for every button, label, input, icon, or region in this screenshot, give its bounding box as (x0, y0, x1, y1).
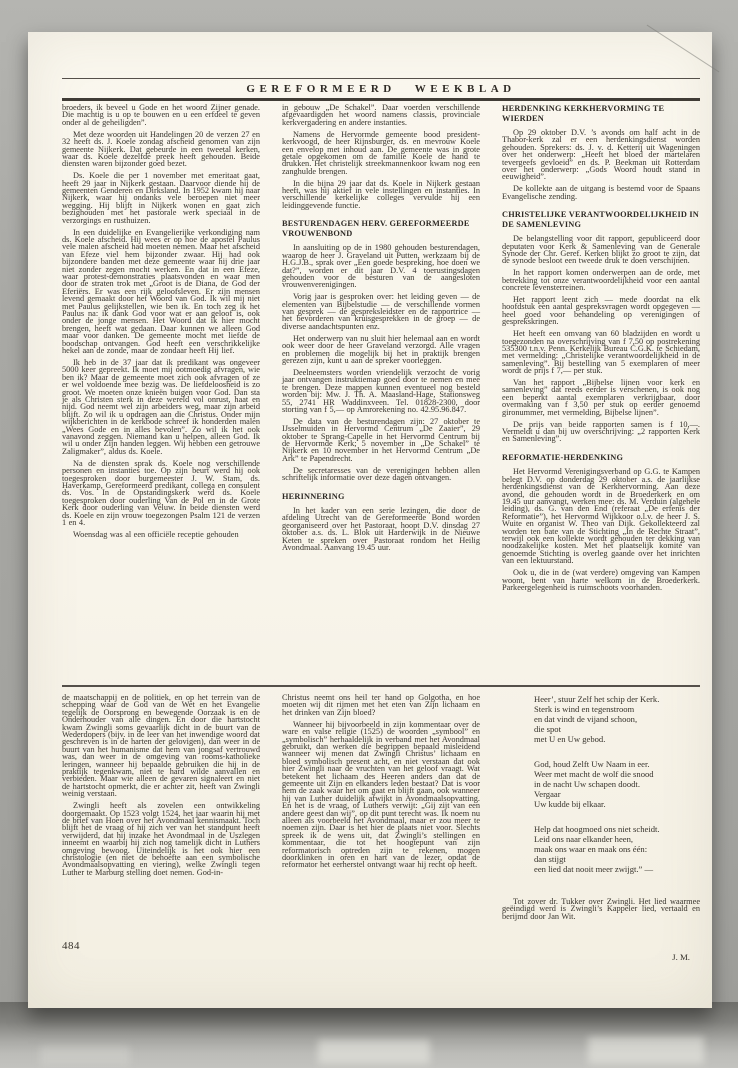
poem-line: Leid ons naar elkander heen, (534, 834, 634, 844)
paragraph: In aansluiting op de in 1980 gehouden besturendagen, waarop de heer J. Graveland uit Putten, werkzaam bij de H.G.J.B., sprak over „Een goede bespreking, hoe doen we dat?”, worden er dit jaar D.V. 4 toerustingsdagen gehouden voor de besturen van de aangesloten vrouwenverenigingen. (282, 243, 480, 290)
paragraph: Namens de Hervormde gemeente bood president-kerkvoogd, de heer Rijnsburger, ds. en mevrouw Koele een envelop met inhoud aan. De gemeente was in grote getale opgekomen om de familie Koele de hand te drukken. Het christelijk streekmannenkoor kwam nog een zanghulde brengen. (282, 129, 480, 176)
newspaper-page (28, 32, 712, 1008)
paragraph: In het kader van een serie lezingen, die door de afdeling Utrecht van de Gereformeerde Bond worden georganiseerd over het Pastoraat, hoopt D.V. dinsdag 27 oktober a.s. ds. L. Blok uit Harderwijk in de Nieuwe Keten te spreken over Pastoraat rondom het Heilig Avondmaal. Aanvang 19.45 uur. (282, 506, 480, 553)
paragraph: Deelneemsters worden vriendelijk verzocht de vorig jaar ontvangen instruktiemap goed door te nemen en mee te brengen. Deze mappen kunnen eventueel nog besteld worden bij: Mw. J. Th. A. Maasland-Hage, Stationsweg 55, 2741 HR Waddinxveen. Tel. 01828-2300, door storting van f 5,— op Amrorekening no. 42.95.96.847. (282, 367, 480, 414)
paragraph: Woensdag was al een officiële receptie gehouden (73, 529, 239, 539)
paragraph: Vorig jaar is gesproken over: het leiding geven — de elementen van Bijbelstudie — de verschillende vormen van gesprek — de gespreksleidster en de rapportrice — het bevorderen van kruisgesprekken in de groep — de diverse aandachtspunten enz. (282, 292, 480, 331)
poem-line: Uw kudde bij elkaar. (534, 799, 606, 809)
section-heading: HERDENKING KERKHERVORMING TE WIERDEN (502, 104, 665, 123)
author-initials: J. M. (672, 952, 690, 963)
poem-line: en dat vindt de vijand schoon, (534, 714, 638, 724)
paragraph: De data van de besturendagen zijn: 27 oktober te IJsselmuiden in Hervormd Centrum „De Zaaier”, 29 oktober te Sprang-Capelle in het Hervormd Centrum bij de Hervormde Kerk; 5 november in „De Schakel” te Nijkerk en 10 november in het Hervormd Centrum „De Ark” te Papendrecht. (282, 416, 480, 463)
section-divider-rule (62, 685, 700, 687)
top-column-1 (62, 104, 260, 686)
paragraph: De belangstelling voor dit rapport, gepubliceerd door deputaten voor Kerk & Samenleving van de Generale Synode der Chr. Geref. Kerken blijkt zo groot te zijn, dat de synode besloot een tweede druk te doen verschijnen. (502, 234, 700, 266)
poem-line: die spot (534, 724, 561, 734)
paragraph: In het rapport komen onderwerpen aan de orde, met betrekking tot onze verantwoordelijkheid voor een aantal concrete levensterreinen. (502, 268, 700, 293)
poem-line: Weer met macht de wolf die snood (534, 769, 654, 779)
top-section (62, 104, 700, 686)
section-heading: BESTURENDAGEN HERV. GEREFORMEERDE VROUWENBOND (282, 219, 470, 238)
masthead-title: GEREFORMEERD WEEKBLAD (246, 83, 516, 95)
background-glare (318, 1040, 430, 1064)
poem-line: maak ons waar en maak ons één: (534, 844, 648, 854)
poem-line: Heer’, stuur Zelf het schip der Kerk. (534, 694, 660, 704)
top-column-2 (282, 104, 480, 686)
paragraph: De secretaresses van de verenigingen hebben allen schriftelijk informatie over deze dagen ontvangen. (282, 465, 480, 483)
masthead-bottom-rule (62, 98, 700, 101)
bottom-column-3 (502, 694, 700, 963)
poem-line: Vergaar (534, 789, 561, 799)
poem-stanza (534, 694, 700, 744)
paragraph: Zwingli heeft als zovelen een ontwikkeling doorgemaakt. Op 1523 volgt 1524, het jaar waarin hij met de brief van Hoen over het Avondmaal kennismaakt. Toch blijft het de vraag of hij zich ver van het standpunt heeft verwijderd, dat hij inzake het Avondmaal in de Uszlegen inneemt en waarbij hij zich nog tamelijk dicht in Luthers omgeving bewoog. Uiteindelijk is het ook hier een christologie (en niet de behoefte aan een symbolische Avondmaalsopvatting en viering), welke Zwingli tegen Luther te Marburg stelling doet nemen. God-in- (62, 801, 260, 877)
paragraph: Het rapport leent zich — mede doordat na elk hoofdstuk een aantal gespreksvragen wordt opgegeven — heel goed voor behandeling op verenigingen of gesprekskringen. (502, 295, 700, 327)
background-glare (588, 1037, 704, 1064)
section-heading: HERINNERING (282, 491, 345, 501)
bottom-column-2 (282, 694, 480, 938)
paragraph: in gebouw „De Schakel”. Daar voerden verschillende afgevaardigden het woord namens classis, provinciale kerkvergadering en andere instanties. (282, 103, 480, 127)
background-glare (40, 1046, 130, 1066)
paragraph: In die bijna 29 jaar dat ds. Koele in Nijkerk gestaan heeft, was hij aktief in vele instellingen en instanties. In verschillende kerkelijke colleges vervulde hij een leidinggevende functie. (282, 178, 480, 210)
poem-line: een lied dat nooit meer zwijgt.” — (534, 864, 654, 874)
paragraph: De prijs van beide rapporten samen is f 10,—. Vermeldt u dan bij uw overschrijving: „2 rapporten Kerk en Samenleving”. (502, 419, 700, 444)
paragraph: Het Hervormd Verenigingsverband op G.G. te Kampen belegt D.V. op donderdag 29 oktober a.s. de jaarlijkse herdenkingsdienst van de Kerkhervorming. Aan deze avond, die gehouden wordt in de Broederkerk en om 19.45 uur aanvangt, werken mee: ds. M. Verduin (algehele leiding), ds. G. van den End (referaat „De erfenis der Reformatie”), het Hervormd Wijkkoor o.l.v. de heer J. S. Wuite en organist W. Theo van Dijk. Gekollekteerd zal worden ten bate van de Stichting „In de Rechte Straat”, terwijl ook een kollekte wordt gehouden ter dekking van noodzakelijke kosten. Met het plaatselijk komité van genoemde Stichting is overleg gaande over het inrichten van een lektuurstand. (502, 467, 700, 566)
paragraph: Op 29 oktober D.V. ’s avonds om half acht in de Thabor-kerk zal er een herdenkingsdienst worden gehouden. Sprekers: ds. J. v. d. Ketterij uit Wageningen over het onderwerp: „Heeft het bloed der martelaren tevergeefs gevloeid” en ds. P. Beekman uit Rotterdam over het onderwerp: „Gods Woord houdt stand in eeuwigheid”. (502, 128, 700, 182)
paragraph: Wanneer hij bijvoorbeeld in zijn kommentaar over de ware en valse religie (1525) de woorden „symbool” en „symbolisch” herhaaldelijk in verband met het Avondmaal gebruikt, dan werken die begrippen bepaald misleidend wanneer wij menen dat Zwingli Christus’ lichaam en bloed symbolisch present acht, en niet verstaan dat ook hier Zwingli naar de vruchten van het geloof vraagt. Wat betekent het lichaam des Heeren anders dan dat de gemeente uit Zijn en elkanders leden bestaat? Dat is voor hem de zaak waar het om gaat en blijft gaan, ook wanneer hij van Luther duidelijk afwijkt in Avondmaalsopvatting. En het is de vraag, of Luthers verwijt: „Gij zijt van een andere geest dan wij”, op dit punt terecht was. Ik noem nu alleen als voorbeeld het Avondmaal, maar er zou meer te noemen zijn. Daar is het hier de plaats niet voor. Slechts spreek ik de wens uit, dat Zwingli’s stellingen en kommentaar, die tot het hoogtepunt van zijn reformatorisch optreden zijn te rekenen, mogen doorklinken in oren en hart van de lezer, opdat de reformator het eerherstel ontvangt waar hij recht op heeft. (282, 719, 480, 870)
masthead-block (62, 78, 700, 101)
paragraph: Na de diensten sprak ds. Koele nog verschillende personen en instanties toe. Op zijn beurt werd hij ook toegesproken door burgemeester J. W. Stam, ds. Haverkamp, Gereformeerd predikant, collega en consulent ds. Vos. In de Opstandingskerk werd ds. Koele toegesproken door ouderling Van de Pol en in de Grote Kerk door ouderling van Veluw. In beide diensten werd ds. Koele en zijn vrouw toegezongen Psalm 121 de verzen 1 en 4. (62, 458, 260, 528)
paragraph: Christus neemt ons heil ter hand op Golgotha, en hoe moeten wij dit rijmen met het eten van Zijn lichaam en het drinken van Zijn bloed? (282, 693, 480, 717)
poem-line: Help dat hoogmoed ons niet scheidt. (534, 824, 660, 834)
paragraph: De kollekte aan de uitgang is bestemd voor de Spaans Evangelische zending. (502, 184, 700, 201)
top-column-3 (502, 104, 700, 686)
poem-stanza (534, 824, 700, 874)
paragraph: Ds. Koele die per 1 november met emeritaat gaat, heeft 29 jaar in Nijkerk gestaan. Daarvoor diende hij de gemeenten Genderen en Dirksland. In 1952 kwam hij naar Nijkerk, waar hij ondanks vele beroepen niet meer wegging. Hij blijft in Nijkerk wonen en gaat zich bezighouden met het pastorale werk speciaal in de verzorgings en rusthuizen. (62, 171, 260, 225)
paragraph: broeders, ik beveel u Gode en het woord Zijner genade. Die machtig is u op te bouwen en u een erfdeel te geven onder al de geheiligden”. (62, 103, 260, 127)
paragraph: Met deze woorden uit Handelingen 20 de verzen 27 en 32 heeft ds. J. Koele zondag afscheid genomen van zijn gemeente Nijkerk. Dat gebeurde in een tweetal kerken, waar ds. Koele dezelfde preek heeft gehouden. Beide diensten waren bijzonder goed bezet. (62, 129, 260, 169)
poem-line: dan stijgt (534, 854, 566, 864)
poem-line: met U en Uw gebod. (534, 734, 606, 744)
paragraph: Tot zover dr. Tukker over Zwingli. Het lied waarmee geëindigd werd is Zwingli’s Kappeler lied, vertaald en berijmd door Jan Wit. (502, 897, 700, 921)
poem-stanza (534, 759, 700, 809)
section-heading: CHRISTELIJKE VERANTWOORDELIJKHEID IN DE SAMENLEVING (502, 210, 699, 229)
bottom-column-1 (62, 694, 260, 938)
paragraph: In een duidelijke en Evangelierijke verkondiging nam ds. Koele afscheid. Hij wees er op hoe de apostel Paulus vele malen afscheid had moeten nemen. Maar het afscheid van Efeze viel hem bijzonder zwaar. Hij had ook bijzondere banden met deze gemeente waar hij drie jaar niet zonder zegen mocht werken. En dat in een Efeze, waar protest-demonstraties plaatsvonden en waar men door de straten trok met „Groot is de Diana, de God der Eferiërs. Er was een rijk geloofsleven. Er zijn mensen levend gemaakt door het Woord van God. Ik wil mij niet met Paulus gelijkstellen, wie ben ik. En toch zeg ik het Paulus na: ik dank God voor wat er aan geloof is, ook onder de jonge mensen. Het Woord dat ik hier mocht brengen, heeft wat gedaan. Daar kunnen we alleen God maar voor danken. De gemeente mocht met liefde de boodschap ontvangen. God heeft een verschrikkelijke hekel aan de zonde, maar de zondaar heeft Hij lief. (62, 227, 260, 356)
page-number: 484 (62, 940, 80, 952)
section-heading: REFORMATIE-HERDENKING (502, 452, 624, 462)
poem-line: God, houd Zelft Uw Naam in eer. (534, 759, 650, 769)
poem-line: Sterk is wind en tegenstroom (534, 704, 635, 714)
paragraph: de maatschappij en de politiek, en op het terrein van de schepping waar de God van de Wet en het Evangelie tegelijk de Oorsprong en bewegende Oorzaak is en de Onderhouder van alle dingen. En door die hartstocht kwam Zwingli soms gevaarlijk dicht in de buurt van de Wederdopers (bijv. in de leer van het inwendige woord dat geschreven is in de harten der gelovigen), dan weer in de buurt van het humanisme dat hem van jongsaf vertrouwd was, dan weer in de omgeving van rooms-katholieke leringen, wanneer hij bepaalde gebruiken die hij in de praktijk tegenkwam, niet te hard wilde aanvallen en verbieden. Maar wie alleen de gevaren signaleert en niet de hartstocht opmerkt, die er achter zit, heeft van Zwingli weinig verstaan. (62, 693, 260, 799)
paragraph: Het onderwerp van nu sluit hier helemaal aan en wordt ook weer door de heer Graveland verzorgd. Alle vragen en problemen die mogelijk bij het in praktijk brengen gerezen zijn, kunt u aan de spreker voorleggen. (282, 333, 480, 365)
paragraph: Ook u, die in de (wat verdere) omgeving van Kampen woont, bent van harte welkom in de Broederkerk. Parkeergelegenheid is ruimschoots voorhanden. (502, 568, 700, 592)
paragraph: Van het rapport „Bijbelse lijnen voor kerk en samenleving” dat reeds eerder is verschenen, is ook nog een beperkt aantal exemplaren verkrijgbaar, door overmaking van f 3,50 per stuk op eerder genoemd gironummer, met vermelding, Bijbelse lijnen”. (502, 378, 700, 417)
paragraph: Ik heb in de 37 jaar dat ik predikant was ongeveer 5000 keer gepreekt. Ik moet mij ootmoedig afvragen, wie ben ik? Maar de gemeente moet zich ook afvragen of ze er wel voldoende mee bezig was. De liefdeloosheid is zo groot. We moeten onze knieën buigen voor God. Dan sta je als Christen sterk in deze wereld vol onrust, haat en nijd. God neemt wel zijn arbeiders weg, maar zijn arbeid blijft. Zo wil ik u opdragen aan die Christus. Onder mijn wijkberichten in de kerkbode schreef ik honderden malen „Wees Gode en in alles bevolen”. Zo wil ik het ook vanavond zeggen. Niemand kan u helpen, alleen God. Ik wil u onder Zijn handen leggen. Wij hebben een getrouwe Zaligmaker”, aldus ds. Koele. (62, 358, 260, 456)
page-crease (647, 25, 720, 73)
poem-line: in de nacht Uw schapen doodt. (534, 779, 640, 789)
paragraph: Het heeft een omvang van 60 bladzijden en wordt u toegezonden na overschrijving van f 7,50 op postrekening 535300 t.n.v. Penn. Kerkelijk Bureau C.G.K. te Schiedam, met vermelding: „Christelijke verantwoordelijkheid in de samenleving”. Bij bestelling van 5 exemplaren of meer wordt de prijs f 7,— per stuk. (502, 329, 700, 376)
